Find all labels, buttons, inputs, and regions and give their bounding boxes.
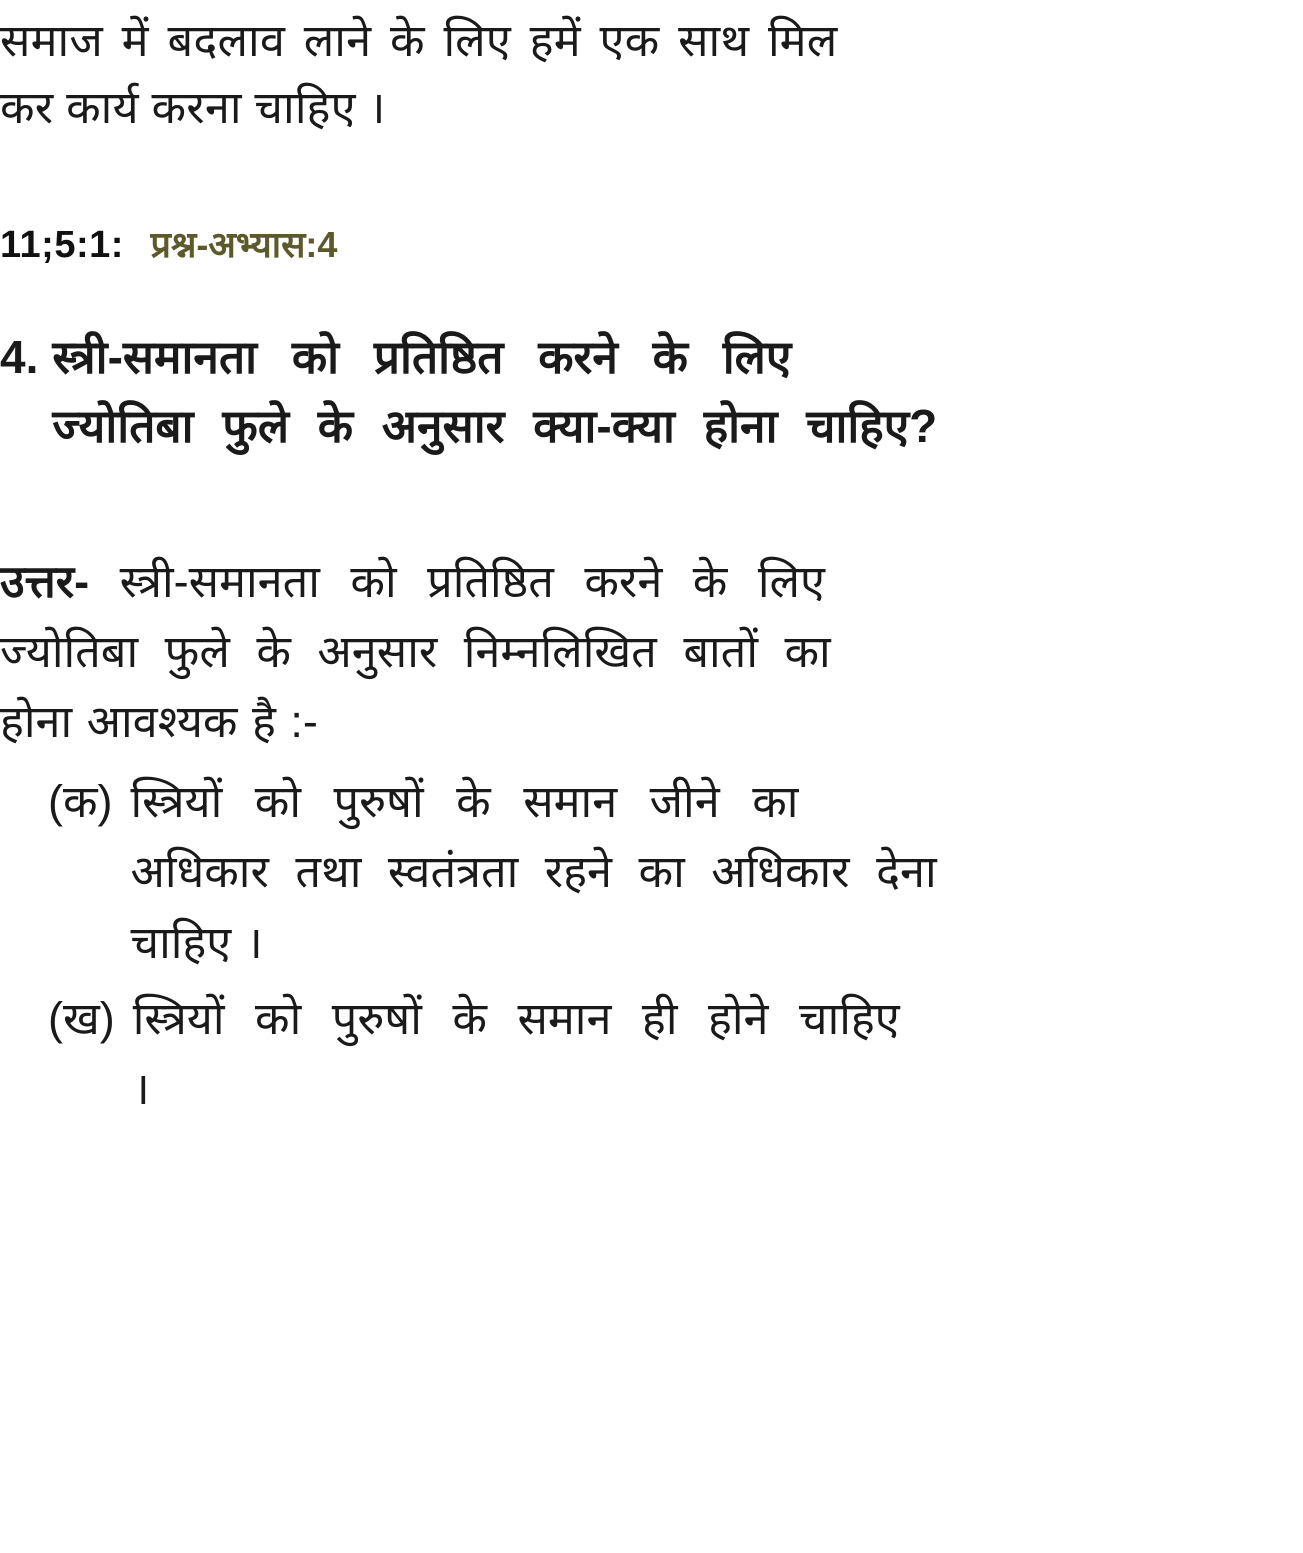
point-marker-ka: (क) <box>48 776 113 828</box>
list-item <box>0 984 1295 1124</box>
question-number: 4. <box>0 330 39 383</box>
question-text <box>52 323 1295 461</box>
point-text-kha <box>133 984 1295 1124</box>
point-text-ka <box>131 767 1295 978</box>
question-line-1: स्त्री-समानता को प्रतिष्ठित करने के लिए <box>52 330 792 383</box>
section-heading <box>0 221 1295 270</box>
answer-line-2: ज्योतिबा फुले के अनुसार निम्नलिखित बातों का <box>0 625 831 677</box>
answer-line-1 <box>0 547 1295 617</box>
answer-line-1-text: स्त्री-समानता को प्रतिष्ठित करने के लिए <box>119 555 825 607</box>
point-ka-line-3: चाहिए । <box>130 916 263 968</box>
point-ka-line-2: अधिकार तथा स्वतंत्रता रहने का अधिकार देना <box>130 846 937 898</box>
point-kha-line-1: स्त्रियों को पुरुषों के समान ही होने चाहिए <box>132 992 900 1044</box>
intro-line-2: कर कार्य करना चाहिए । <box>0 81 386 133</box>
point-marker-kha: (ख) <box>48 992 115 1044</box>
point-ka-line-1: स्त्रियों को पुरुषों के समान जीने का <box>130 776 799 828</box>
question-line-2: ज्योतिबा फुले के अनुसार क्या-क्या होना चाहिए? <box>52 399 938 452</box>
intro-paragraph <box>0 0 1295 141</box>
answer-points-list <box>0 767 1295 1124</box>
section-code: 11;5:1: <box>0 224 124 267</box>
answer-line-3: होना आवश्यक है :- <box>0 695 318 747</box>
question-block <box>0 323 1295 461</box>
intro-line-1: समाज में बदलाव लाने के लिए हमें एक साथ मिल <box>0 15 838 66</box>
section-label: प्रश्न-अभ्यास:4 <box>150 224 338 266</box>
answer-label: उत्तर- <box>0 555 90 607</box>
point-kha-line-2: । <box>132 1062 150 1114</box>
list-item <box>0 767 1295 978</box>
answer-block <box>0 547 1295 1125</box>
